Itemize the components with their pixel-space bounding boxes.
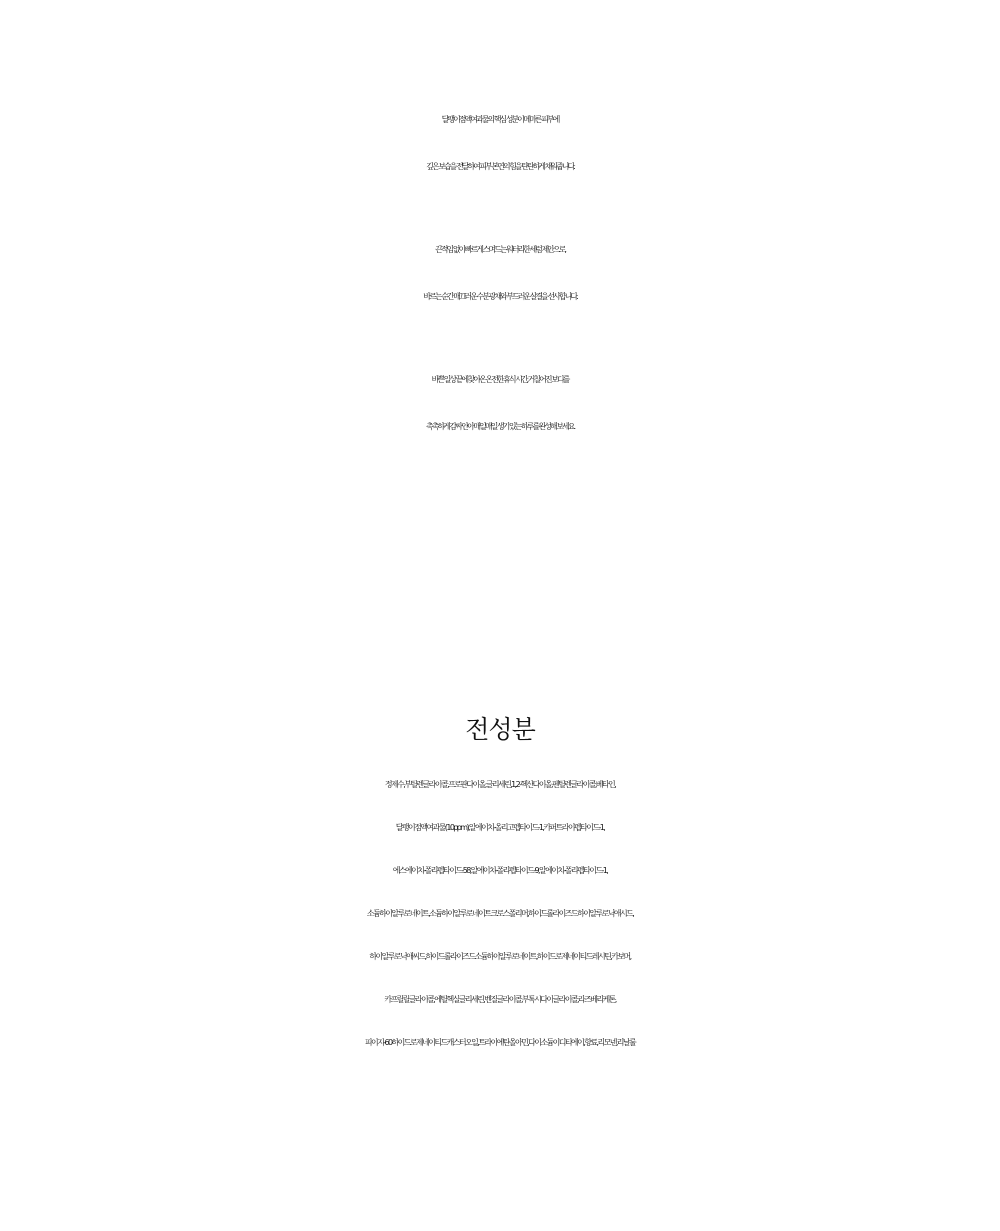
ingredients-title: 전성분 xyxy=(465,715,535,744)
intro-line: 달팽이점액여과물의 핵심 성분이 메마른 피부에 xyxy=(441,115,559,124)
intro-line: 바르는 순간 매끄러운 수분 광채와 부드러운 살결을 선사합니다. xyxy=(423,292,577,301)
intro-line: 촉촉하게 감싸 안아 매일매일 생기 있는 하루를 완성해 보세요. xyxy=(425,422,575,431)
ingredients-line: 소듐하이알루로네이트,소듐하이알루로네이트크로스폴리머,하이드롤라이즈드하이알루로닉애시드, xyxy=(366,909,634,918)
ingredients-line: 정제수,부틸렌글라이콜,프로판다이올,글리세린,1,2-헥산다이올,펜틸렌글라이콜,베타인, xyxy=(384,780,616,789)
intro-paragraph-2 xyxy=(0,226,1000,320)
ingredients-line: 하이알루로닉애씨드,하이드롤라이즈드소듐하이알루로네이트,하이드로제네이티드레시틴,카보머, xyxy=(369,952,631,961)
ingredients-line: 피이지-60하이드로제네이티드캐스터오일,트라이에탄올아민,다이소듐이디티에이,향료,리모넨,리날룰 xyxy=(364,1038,636,1047)
intro-paragraph-3 xyxy=(0,356,1000,450)
ingredients-section xyxy=(0,708,1000,1064)
intro-text xyxy=(0,96,1000,486)
intro-line: 깊은 보습을 전달하여 피부 본연의 힘을 탄탄하게 채워줍니다. xyxy=(426,162,574,171)
intro-line: 끈적임 없이 빠르게 스며드는 워터리한 세럼 제안으로, xyxy=(435,245,565,254)
intro-paragraph-1 xyxy=(0,96,1000,190)
intro-line: 바쁜 일상 끝에 찾아온 온전한 휴식 시간, 거칠어진 보디를 xyxy=(431,375,569,384)
ingredients-line: 달팽이점액여과물(10ppm),알에이치-올리고펩타이드-1,카퍼트라이펩타이드-1, xyxy=(395,823,605,832)
ingredients-line: 에스에이치-폴리펩타이드-58,알에이치-폴리펩타이드-9,알에이치-폴리펩타이드-1, xyxy=(392,866,608,875)
ingredients-line: 카프릴릴글라이콜,에틸헥실글리세린,벤질글라이콜,부톡시다이글라이콜,라즈베리케톤, xyxy=(384,995,616,1004)
